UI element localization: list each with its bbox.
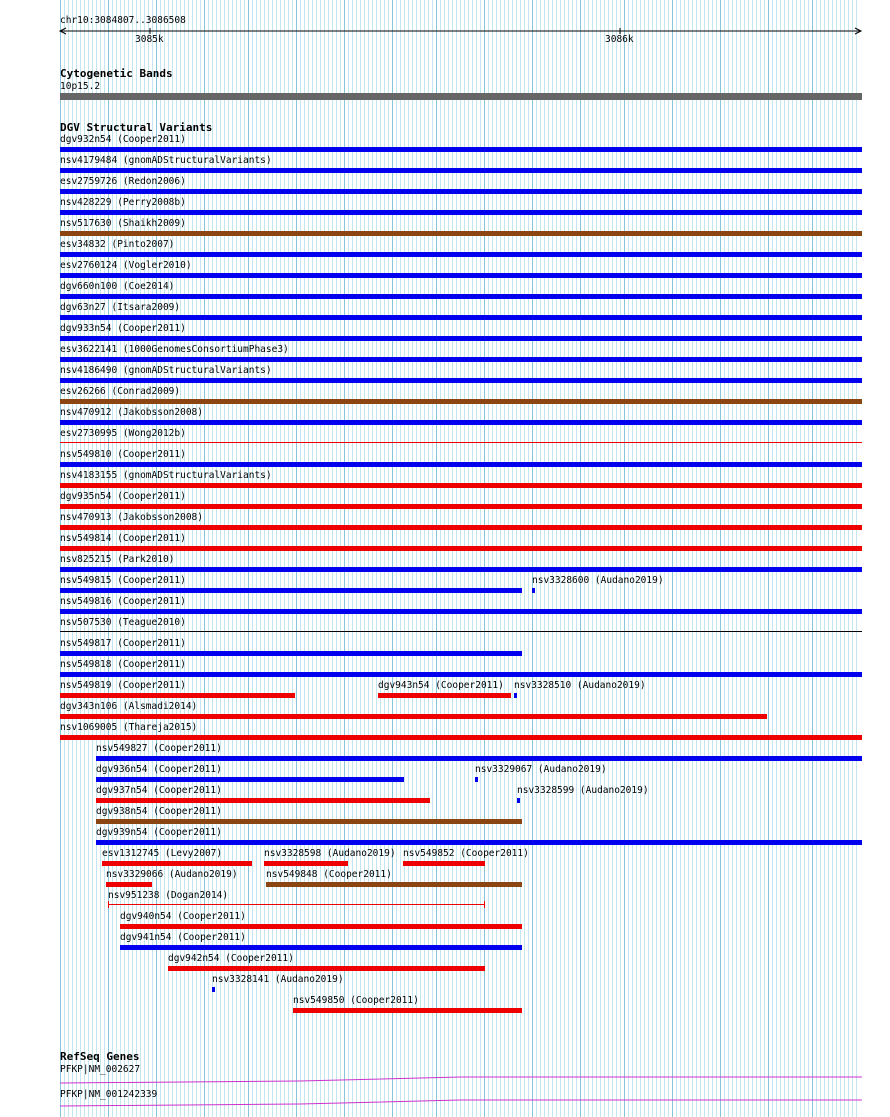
dgv-feature-bar[interactable]: [60, 462, 862, 467]
dgv-feature-bar[interactable]: [60, 378, 862, 383]
dgv-feature-bar[interactable]: [60, 273, 862, 278]
dgv-feature-bar[interactable]: [264, 861, 348, 866]
dgv-track-title[interactable]: DGV Structural Variants: [60, 121, 213, 134]
dgv-feature-label[interactable]: dgv942n54 (Cooper2011): [168, 953, 294, 964]
dgv-feature-label[interactable]: dgv939n54 (Cooper2011): [96, 827, 222, 838]
dgv-feature-label[interactable]: dgv937n54 (Cooper2011): [96, 785, 222, 796]
dgv-feature-label[interactable]: dgv943n54 (Cooper2011): [378, 680, 504, 691]
dgv-feature-label[interactable]: nsv470913 (Jakobsson2008): [60, 512, 203, 523]
dgv-feature-label[interactable]: nsv549852 (Cooper2011): [403, 848, 529, 859]
dgv-feature-bar[interactable]: [60, 147, 862, 152]
dgv-feature-label[interactable]: nsv825215 (Park2010): [60, 554, 175, 565]
dgv-feature-label[interactable]: nsv549815 (Cooper2011): [60, 575, 186, 586]
dgv-feature-bar[interactable]: [60, 168, 862, 173]
dgv-feature-label[interactable]: nsv549816 (Cooper2011): [60, 596, 186, 607]
dgv-feature-bar[interactable]: [60, 651, 522, 656]
dgv-feature-label[interactable]: dgv933n54 (Cooper2011): [60, 323, 186, 334]
dgv-feature-bar[interactable]: [120, 924, 522, 929]
dgv-feature-bar[interactable]: [96, 840, 862, 845]
dgv-feature-bar[interactable]: [60, 357, 862, 362]
dgv-feature-label[interactable]: nsv951238 (Dogan2014): [108, 890, 229, 901]
dgv-feature-bar[interactable]: [108, 904, 485, 905]
dgv-feature-bar[interactable]: [266, 882, 522, 887]
dgv-feature-label[interactable]: nsv3328510 (Audano2019): [514, 680, 646, 691]
cytoband-label: 10p15.2: [60, 81, 101, 92]
dgv-feature-label[interactable]: nsv517630 (Shaikh2009): [60, 218, 186, 229]
dgv-feature-label[interactable]: dgv63n27 (Itsara2009): [60, 302, 181, 313]
dgv-feature-bar[interactable]: [60, 483, 862, 488]
dgv-feature-bar[interactable]: [60, 631, 862, 632]
dgv-feature-label[interactable]: nsv549814 (Cooper2011): [60, 533, 186, 544]
dgv-feature-bar[interactable]: [96, 819, 522, 824]
dgv-feature-label[interactable]: nsv3328598 (Audano2019): [264, 848, 396, 859]
dgv-feature-bar[interactable]: [60, 336, 862, 341]
dgv-feature-label[interactable]: dgv935n54 (Cooper2011): [60, 491, 186, 502]
dgv-feature-label[interactable]: nsv1069005 (Thareja2015): [60, 722, 198, 733]
dgv-feature-label[interactable]: dgv660n100 (Coe2014): [60, 281, 175, 292]
dgv-feature-bar[interactable]: [532, 588, 535, 593]
dgv-feature-bar[interactable]: [60, 588, 522, 593]
ruler-tick-label: 3085k: [135, 34, 164, 45]
dgv-feature-label[interactable]: dgv932n54 (Cooper2011): [60, 134, 186, 145]
dgv-feature-label[interactable]: nsv3329067 (Audano2019): [475, 764, 607, 775]
dgv-feature-bar[interactable]: [96, 798, 430, 803]
dgv-feature-label[interactable]: dgv940n54 (Cooper2011): [120, 911, 246, 922]
dgv-feature-bar[interactable]: [60, 525, 862, 530]
dgv-feature-bar[interactable]: [517, 798, 520, 803]
dgv-feature-label[interactable]: esv3622141 (1000GenomesConsortiumPhase3): [60, 344, 289, 355]
dgv-feature-bar[interactable]: [60, 546, 862, 551]
refseq-gene-models[interactable]: [0, 1070, 890, 1110]
dgv-feature-label[interactable]: dgv938n54 (Cooper2011): [96, 806, 222, 817]
dgv-feature-bar[interactable]: [102, 861, 252, 866]
dgv-feature-bar[interactable]: [60, 672, 862, 677]
dgv-feature-label[interactable]: nsv470912 (Jakobsson2008): [60, 407, 203, 418]
gene-model-line: [60, 1100, 862, 1106]
refseq-track-title[interactable]: RefSeq Genes: [60, 1050, 140, 1063]
dgv-feature-bar[interactable]: [475, 777, 478, 782]
dgv-feature-label[interactable]: esv2760124 (Vogler2010): [60, 260, 192, 271]
dgv-feature-label[interactable]: dgv941n54 (Cooper2011): [120, 932, 246, 943]
dgv-feature-bar[interactable]: [60, 714, 767, 719]
dgv-feature-endcap: [484, 901, 485, 908]
dgv-feature-bar[interactable]: [168, 966, 485, 971]
refseq-gene-label[interactable]: PFKP|NM_001242339: [60, 1089, 158, 1100]
dgv-feature-label[interactable]: esv34832 (Pinto2007): [60, 239, 175, 250]
dgv-feature-bar[interactable]: [60, 315, 862, 320]
dgv-feature-label[interactable]: nsv3329066 (Audano2019): [106, 869, 238, 880]
dgv-feature-bar[interactable]: [60, 210, 862, 215]
dgv-feature-label[interactable]: esv2759726 (Redon2006): [60, 176, 186, 187]
dgv-feature-bar[interactable]: [60, 252, 862, 257]
dgv-feature-label[interactable]: esv1312745 (Levy2007): [102, 848, 223, 859]
cytoband-bar[interactable]: [60, 93, 862, 100]
dgv-feature-label[interactable]: esv2730995 (Wong2012b): [60, 428, 186, 439]
dgv-feature-bar[interactable]: [60, 231, 862, 236]
dgv-feature-bar[interactable]: [60, 693, 295, 698]
dgv-feature-bar[interactable]: [96, 777, 404, 782]
dgv-feature-label[interactable]: nsv507530 (Teague2010): [60, 617, 186, 628]
gene-model-line: [60, 1077, 862, 1083]
dgv-feature-label[interactable]: nsv428229 (Perry2008b): [60, 197, 186, 208]
dgv-feature-bar[interactable]: [60, 294, 862, 299]
dgv-feature-label[interactable]: dgv343n106 (Alsmadi2014): [60, 701, 198, 712]
dgv-feature-label[interactable]: nsv4183155 (gnomADStructuralVariants): [60, 470, 272, 481]
dgv-feature-label[interactable]: dgv936n54 (Cooper2011): [96, 764, 222, 775]
dgv-feature-label[interactable]: nsv549817 (Cooper2011): [60, 638, 186, 649]
dgv-feature-label[interactable]: nsv549827 (Cooper2011): [96, 743, 222, 754]
dgv-feature-label[interactable]: nsv3328141 (Audano2019): [212, 974, 344, 985]
dgv-feature-label[interactable]: nsv4179484 (gnomADStructuralVariants): [60, 155, 272, 166]
dgv-feature-bar[interactable]: [403, 861, 485, 866]
dgv-feature-bar[interactable]: [60, 399, 862, 404]
dgv-feature-label[interactable]: nsv549818 (Cooper2011): [60, 659, 186, 670]
dgv-feature-bar[interactable]: [378, 693, 511, 698]
ruler-position: chr10:3084807..3086508: [60, 15, 186, 26]
dgv-feature-bar[interactable]: [60, 420, 862, 425]
dgv-feature-label[interactable]: nsv549819 (Cooper2011): [60, 680, 186, 691]
dgv-feature-bar[interactable]: [106, 882, 152, 887]
dgv-feature-bar[interactable]: [60, 504, 862, 509]
dgv-feature-bar[interactable]: [60, 735, 862, 740]
dgv-feature-label[interactable]: esv26266 (Conrad2009): [60, 386, 181, 397]
dgv-feature-bar[interactable]: [60, 442, 862, 443]
dgv-feature-label[interactable]: nsv4186490 (gnomADStructuralVariants): [60, 365, 272, 376]
dgv-feature-label[interactable]: nsv549810 (Cooper2011): [60, 449, 186, 460]
dgv-feature-label[interactable]: nsv549850 (Cooper2011): [293, 995, 419, 1006]
ruler-tick-label: 3086k: [605, 34, 634, 45]
dgv-feature-endcap: [108, 901, 109, 908]
dgv-feature-label[interactable]: nsv549848 (Cooper2011): [266, 869, 392, 880]
cytoband-track-title[interactable]: Cytogenetic Bands: [60, 67, 173, 80]
refseq-gene-label[interactable]: PFKP|NM_002627: [60, 1064, 141, 1075]
ruler-axis: [0, 0, 890, 60]
dgv-feature-bar[interactable]: [212, 987, 215, 992]
dgv-feature-label[interactable]: nsv3328600 (Audano2019): [532, 575, 664, 586]
dgv-feature-bar[interactable]: [60, 567, 862, 572]
dgv-feature-bar[interactable]: [120, 945, 522, 950]
dgv-feature-bar[interactable]: [293, 1008, 522, 1013]
dgv-feature-bar[interactable]: [60, 189, 862, 194]
dgv-feature-bar[interactable]: [96, 756, 862, 761]
dgv-feature-bar[interactable]: [514, 693, 517, 698]
dgv-feature-bar[interactable]: [60, 609, 862, 614]
dgv-feature-label[interactable]: nsv3328599 (Audano2019): [517, 785, 649, 796]
